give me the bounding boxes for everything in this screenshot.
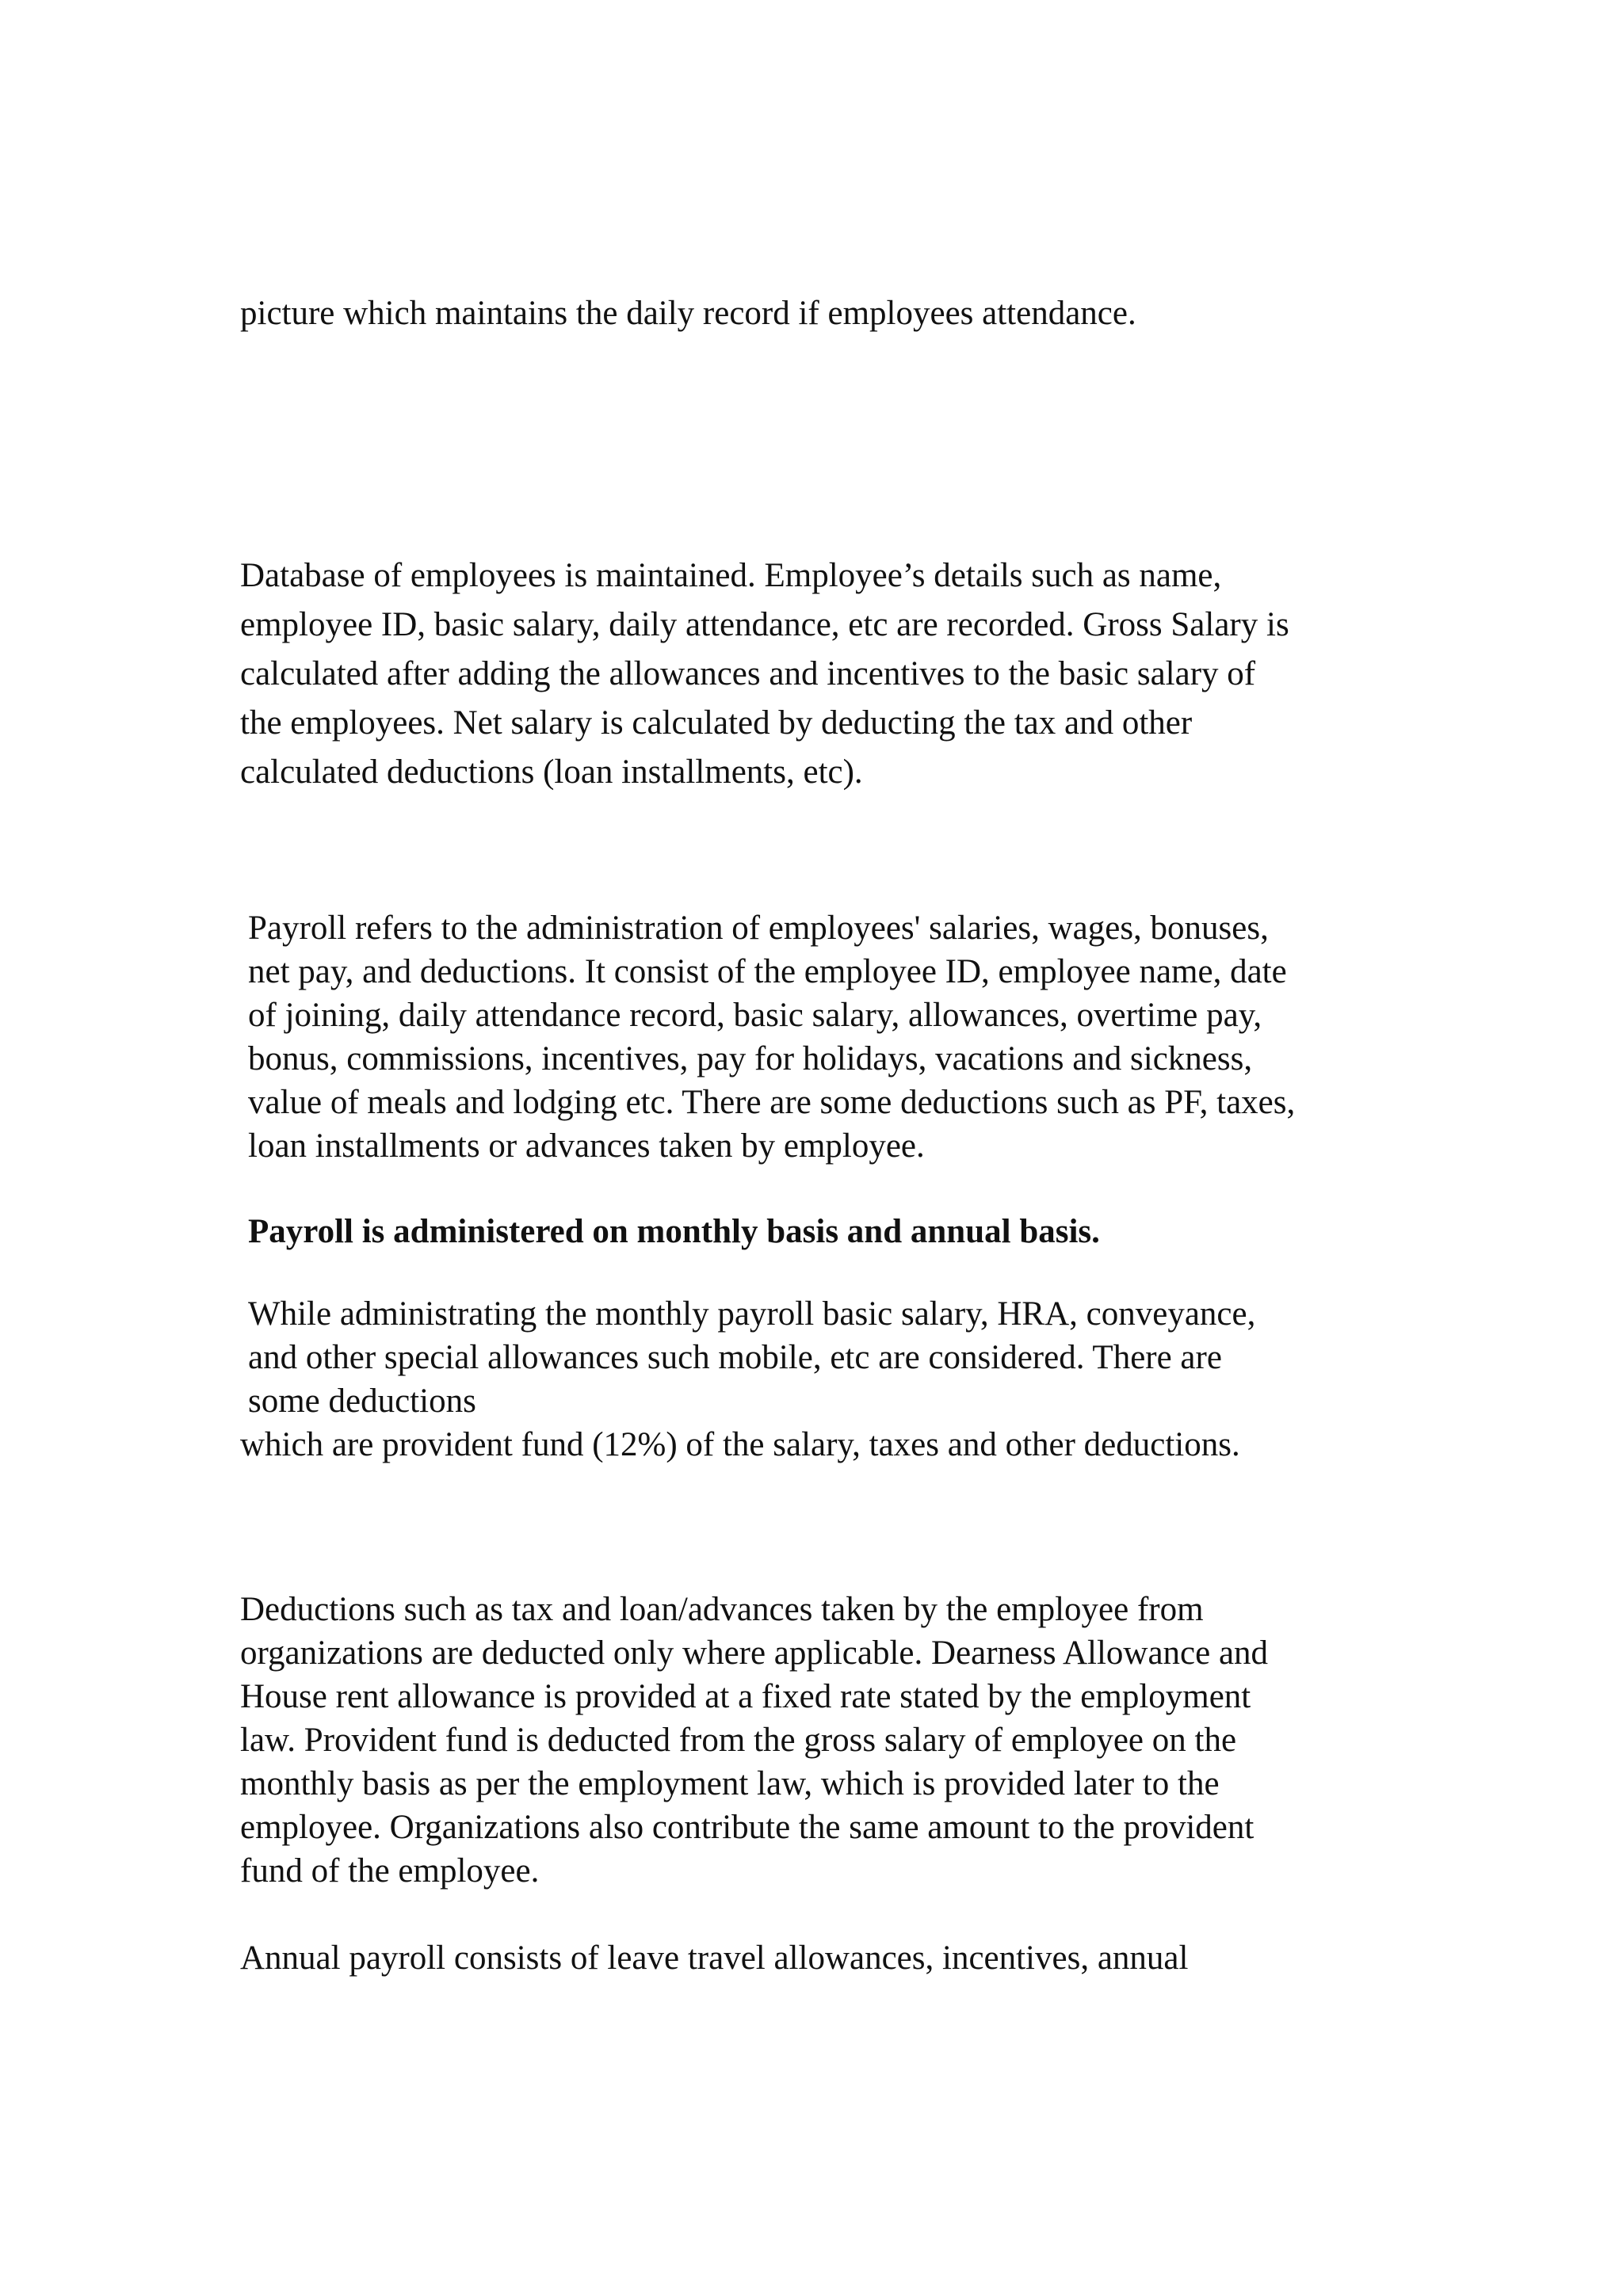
paragraph-3-line-4: bonus, commissions, incentives, pay for holidays, vacations and sickness, [248, 1040, 1253, 1077]
paragraph-3-line-3: of joining, daily attendance record, basic salary, allowances, overtime pay, [248, 997, 1262, 1034]
paragraph-3-line-6: loan installments or advances taken by employee. [248, 1127, 925, 1165]
paragraph-2-line-2: employee ID, basic salary, daily attendance, etc are recorded. Gross Salary is [240, 606, 1289, 643]
paragraph-6-line-5: monthly basis as per the employment law, which is provided later to the [240, 1765, 1220, 1802]
paragraph-2-line-3: calculated after adding the allowances and incentives to the basic salary of [240, 655, 1256, 692]
paragraph-2-line-5: calculated deductions (loan installments, etc). [240, 753, 863, 791]
paragraph-6-line-7: fund of the employee. [240, 1852, 540, 1890]
paragraph-2-line-4: the employees. Net salary is calculated by deducting the tax and other [240, 704, 1193, 742]
paragraph-2-line-1: Database of employees is maintained. Employee’s details such as name, [240, 557, 1222, 594]
paragraph-3-line-1: Payroll refers to the administration of employees' salaries, wages, bonuses, [248, 910, 1269, 947]
paragraph-5-line-3: some deductions [248, 1383, 476, 1420]
paragraph-5-line-1: While administrating the monthly payroll basic salary, HRA, conveyance, [248, 1295, 1256, 1333]
paragraph-5-line-2: and other special allowances such mobile, etc are considered. There are [248, 1339, 1222, 1376]
paragraph-6-line-3: House rent allowance is provided at a fixed rate stated by the employment [240, 1678, 1251, 1715]
paragraph-6-line-2: organizations are deducted only where applicable. Dearness Allowance and [240, 1634, 1269, 1672]
paragraph-5-line-4: which are provident fund (12%) of the salary, taxes and other deductions. [240, 1426, 1240, 1463]
paragraph-3-line-5: value of meals and lodging etc. There are some deductions such as PF, taxes, [248, 1084, 1296, 1121]
paragraph-1-line-1: picture which maintains the daily record if employees attendance. [240, 295, 1136, 332]
paragraph-6-line-6: employee. Organizations also contribute the same amount to the provident [240, 1809, 1254, 1846]
paragraph-6-line-4: law. Provident fund is deducted from the gross salary of employee on the [240, 1722, 1237, 1759]
paragraph-7-line-1: Annual payroll consists of leave travel allowances, incentives, annual [240, 1939, 1189, 1977]
paragraph-6-line-1: Deductions such as tax and loan/advances taken by the employee from [240, 1591, 1204, 1628]
paragraph-3-line-2: net pay, and deductions. It consist of the employee ID, employee name, date [248, 953, 1287, 990]
paragraph-4-bold-heading: Payroll is administered on monthly basis and annual basis. [248, 1213, 1100, 1250]
